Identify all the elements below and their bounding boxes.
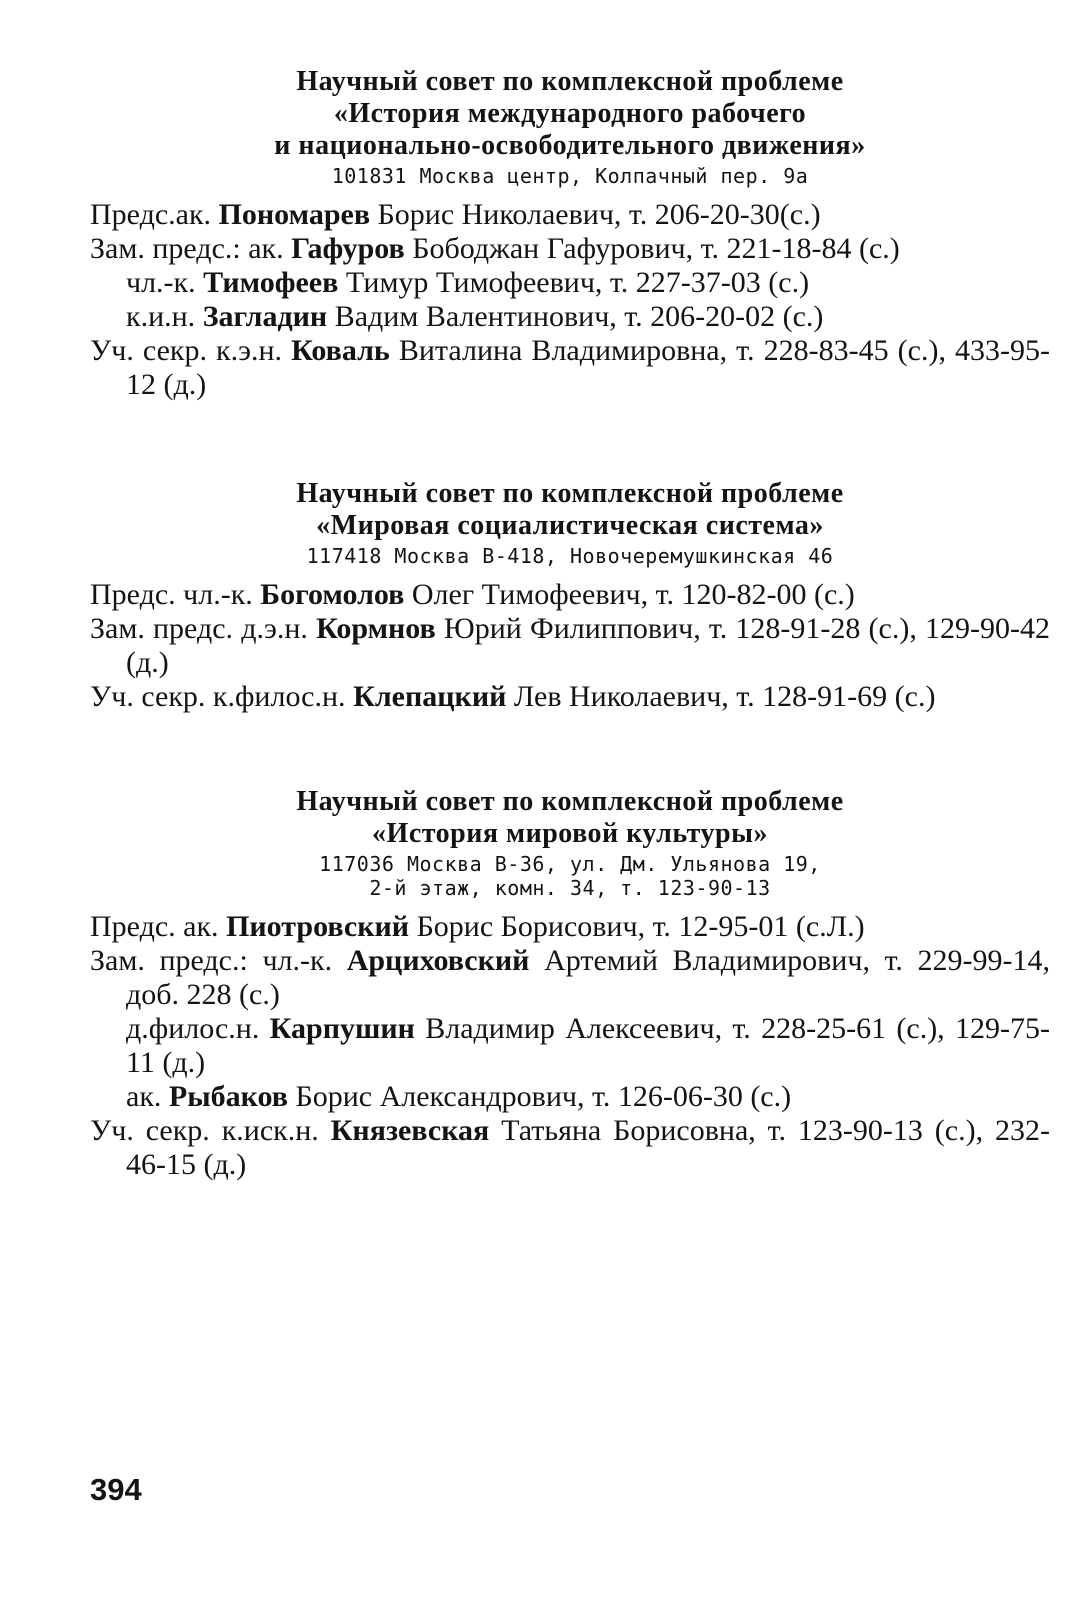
member-list: [90, 910, 1050, 1182]
member-details: Олег Тимофеевич, т. 120-82-00 (с.): [404, 578, 855, 611]
member-surname: Пиотровский: [226, 910, 410, 943]
member-details: Бободжан Гафурович, т. 221-18-84 (с.): [404, 232, 900, 265]
title-line: «История мировой культуры»: [372, 818, 768, 849]
section-address: [90, 544, 1050, 568]
member-surname: Карпушин: [269, 1012, 415, 1045]
member-details: Борис Николаевич, т. 206-20-30(с.): [370, 198, 821, 231]
member-details: Юрий Филиппович, т. 128-91-28 (с.), 129-90-42 (д.): [126, 612, 1050, 679]
member-entry-secretary: [90, 1114, 1050, 1182]
member-entry-deputy: [90, 612, 1050, 680]
member-entry-deputy: [90, 944, 1050, 1012]
member-details: Артемий Владимирович, т. 229-99-14, доб. 228 (с.): [126, 944, 1051, 1011]
member-surname: Коваль: [291, 334, 390, 367]
section-address: [90, 164, 1050, 188]
member-details: Борис Александрович, т. 126-06-30 (с.): [287, 1080, 792, 1113]
member-details: Вадим Валентинович, т. 206-20-02 (с.): [327, 300, 824, 333]
member-surname: Клепацкий: [353, 680, 507, 713]
member-details: Владимир Алексеевич, т. 228-25-61 (с.), 129-75-11 (д.): [126, 1012, 1050, 1079]
member-entry-deputy: [90, 300, 1050, 334]
member-entry-secretary: [90, 680, 1050, 714]
member-surname: Князевская: [330, 1114, 490, 1147]
member-entry-chairman: [90, 910, 1050, 944]
council-section-world-culture: [90, 786, 1050, 1182]
member-role: Уч. секр. к.филос.н.: [90, 680, 354, 713]
member-role: чл.-к.: [126, 266, 204, 299]
member-role: Уч. секр. к.э.н.: [90, 334, 292, 367]
member-role: ак.: [126, 1080, 169, 1113]
member-surname: Богомолов: [260, 578, 405, 611]
member-surname: Гафуров: [291, 232, 405, 265]
member-role: Зам. предс.: ак.: [90, 232, 292, 265]
member-surname: Арциховский: [346, 944, 530, 977]
member-surname: Пономарев: [218, 198, 371, 231]
member-role: Предс. ак.: [90, 910, 227, 943]
member-role: Уч. секр. к.иск.н.: [90, 1114, 331, 1147]
member-entry-deputy: [90, 266, 1050, 300]
section-title: [90, 478, 1050, 542]
member-details: Лев Николаевич, т. 128-91-69 (с.): [506, 680, 936, 713]
member-role: Зам. предс. д.э.н.: [90, 612, 317, 645]
member-list: [90, 578, 1050, 714]
member-entry-chairman: [90, 198, 1050, 232]
title-line: и национально-освободительного движения»: [274, 130, 866, 161]
member-role: Предс.ак.: [90, 198, 219, 231]
title-line: «История международного рабочего: [333, 98, 807, 129]
section-title: [90, 66, 1050, 162]
title-line: Научный совет по комплексной проблеме: [296, 66, 844, 97]
title-line: Научный совет по комплексной проблеме: [296, 786, 844, 817]
section-title: [90, 786, 1050, 850]
member-entry-deputy: [90, 1080, 1050, 1114]
member-details: Тимур Тимофеевич, т. 227-37-03 (с.): [338, 266, 810, 299]
member-role: Предс. чл.-к.: [90, 578, 261, 611]
member-list: [90, 198, 1050, 402]
address-line: 117418 Москва В-418, Новочеремушкинская 46: [306, 544, 834, 568]
member-entry-deputy: [90, 1012, 1050, 1080]
address-line: 2-й этаж, комн. 34, т. 123-90-13: [369, 876, 771, 900]
member-role: Зам. предс.: чл.-к.: [90, 944, 347, 977]
member-role: к.и.н.: [126, 300, 203, 333]
council-section-world-socialist-system: [90, 478, 1050, 714]
member-details: Татьяна Борисовна, т. 123-90-13 (с.), 232-46-15 (д.): [126, 1114, 1050, 1181]
member-surname: Кормнов: [316, 612, 436, 645]
member-details: Борис Борисович, т. 12-95-01 (с.Л.): [409, 910, 865, 943]
title-line: «Мировая социалистическая система»: [316, 510, 824, 541]
member-surname: Рыбаков: [168, 1080, 288, 1113]
title-line: Научный совет по комплексной проблеме: [296, 478, 844, 509]
member-entry-secretary: [90, 334, 1050, 402]
council-section-international-labour: [90, 66, 1050, 402]
member-surname: Тимофеев: [203, 266, 339, 299]
section-address: [90, 852, 1050, 900]
page-number: 394: [90, 1472, 142, 1507]
member-entry-deputy: [90, 232, 1050, 266]
address-line: 117036 Москва В-36, ул. Дм. Ульянова 19,: [319, 852, 821, 876]
address-line: 101831 Москва центр, Колпачный пер. 9а: [331, 164, 809, 188]
document-page: [90, 66, 1050, 1182]
member-role: д.филос.н.: [126, 1012, 270, 1045]
member-surname: Загладин: [202, 300, 328, 333]
member-entry-chairman: [90, 578, 1050, 612]
member-details: Виталина Владимировна, т. 228-83-45 (с.), 433-95-12 (д.): [126, 334, 1050, 401]
